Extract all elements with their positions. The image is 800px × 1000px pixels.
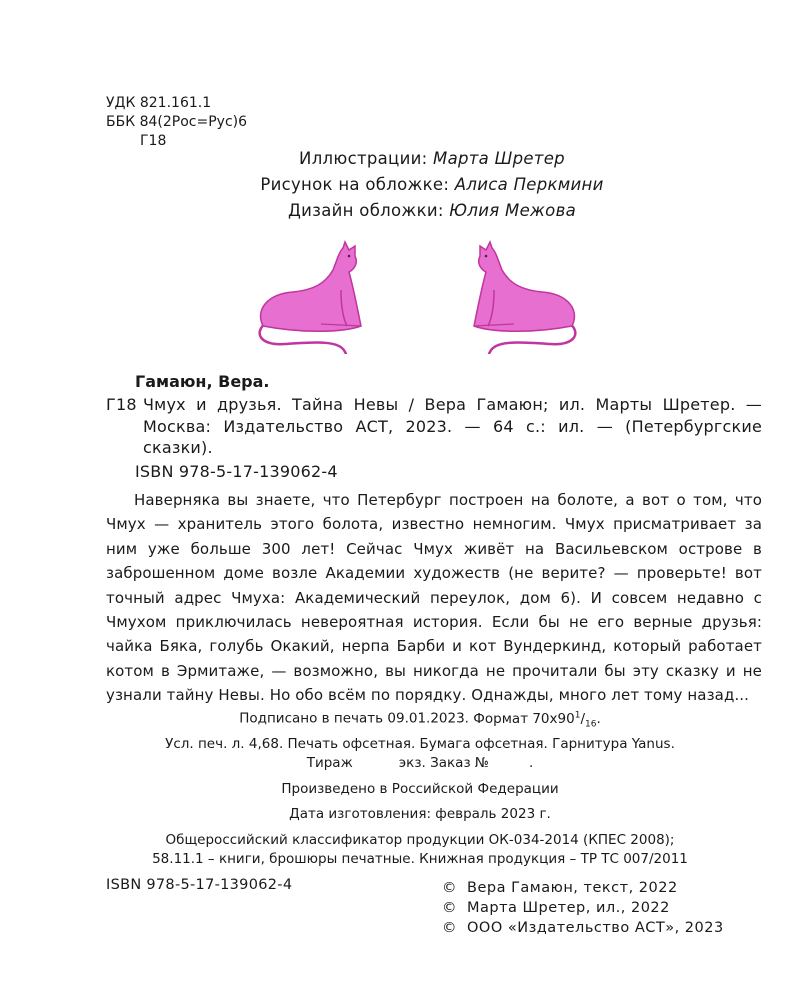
copyright-text: Вера Гамаюн, текст, 2022 (467, 880, 678, 896)
imprint-signed: Подписано в печать 09.01.2023. (239, 710, 469, 727)
bib-description: Чмух и друзья. Тайна Невы / Вера Гамаюн; ил. Марты Шретер. — Москва: Издательство АСТ, 2023. — 64 с.: ил. — (Петербургские сказки). (143, 395, 762, 457)
credit-cover-art-name: Алиса Перкмини (454, 175, 604, 194)
imprint-signed-format (0, 706, 800, 735)
credit-cover-art-label: Рисунок на обложке: (260, 175, 450, 194)
cat-right-icon (474, 242, 575, 354)
catalog-isbn: ISBN 978-5-17-139062-4 (135, 462, 338, 481)
credit-cover-design-name: Юлия Межова (449, 201, 577, 220)
credit-illustrations (0, 146, 800, 172)
udk-code: УДК 821.161.1 (106, 95, 212, 111)
imprint-print-run (0, 754, 800, 774)
copyright-block (442, 878, 724, 938)
imprint-okp-2: 58.11.1 – книги, брошюры печатные. Книжная продукция – ТР ТС 007/2011 (152, 851, 688, 868)
copies-label: экз. (398, 755, 426, 772)
credit-cover-art (0, 172, 800, 198)
cats-illustration (245, 232, 590, 354)
copyright-text: Марта Шретер, ил., 2022 (467, 900, 670, 916)
imprint-line2: Усл. печ. л. 4,68. Печать офсетная. Бумага офсетная. Гарнитура Yanus. (165, 735, 675, 752)
imprint-okp-1: Общероссийский классификатор продукции ОК-034-2014 (КПЕС 2008); (165, 831, 675, 848)
credit-cover-design-label: Дизайн обложки: (287, 201, 444, 220)
order-end: . (528, 755, 534, 772)
bibliographic-record (106, 394, 762, 459)
imprint-produced: Произведено в Российской Федерации (281, 780, 559, 797)
copyright-text: ООО «Издательство АСТ», 2023 (467, 920, 724, 936)
bib-code: Г18 (106, 395, 137, 414)
copyright-symbol: © (442, 920, 457, 936)
copyright-line (442, 918, 724, 938)
imprint-date: Дата изготовления: февраль 2023 г. (289, 806, 551, 823)
cat-left-icon (260, 242, 361, 354)
copyright-line (442, 898, 724, 918)
credit-illustrations-label: Иллюстрации: (299, 149, 428, 168)
imprint-format: Формат $70x90^1/_{16}$. (473, 710, 601, 730)
author-heading: Гамаюн, Вера. (135, 372, 270, 391)
author-code: Г18 (140, 133, 167, 149)
copyright-line (442, 878, 724, 898)
credit-illustrations-name: Марта Шретер (433, 149, 565, 168)
annotation-text: Наверняка вы знаете, что Петербург построен на болоте, а вот о том, что Чмух — хранитель этого болота, известно немногим. Чмух присматривает за ним уже больше 300 лет! Сейчас Чмух живёт на Васильевском острове в заброшенном доме возле Академии художеств (не верите? — проверьте! вот точный адрес Чмуха: Академический переулок, дом 6). И совсем недавно с Чмухом приключилась невероятная история. Если бы не его верные друзья: чайка Бяка, голубь Окакий, нерпа Барби и кот Вундеркинд, который работает котом в Эрмитаже, — возможно, вы никогда не прочитали бы эту сказку и не узнали тайну Невы. Но обо всём по порядку. Однажды, много лет тому назад... (106, 491, 762, 705)
format-sup: 1 (574, 710, 581, 720)
copyright-symbol: © (442, 880, 457, 896)
copyright-symbol: © (442, 900, 457, 916)
bbk-code: ББК 84(2Рос=Рус)6 (106, 114, 248, 130)
order-label: Заказ № (430, 755, 489, 772)
bottom-isbn: ISBN 978-5-17-139062-4 (106, 877, 293, 893)
print-run-label: Тираж (306, 755, 353, 772)
annotation (106, 488, 762, 708)
format-label: Формат 70x90 (473, 710, 575, 727)
imprint (0, 706, 800, 870)
credit-cover-design (0, 198, 800, 224)
format-sub: 16 (585, 719, 597, 730)
